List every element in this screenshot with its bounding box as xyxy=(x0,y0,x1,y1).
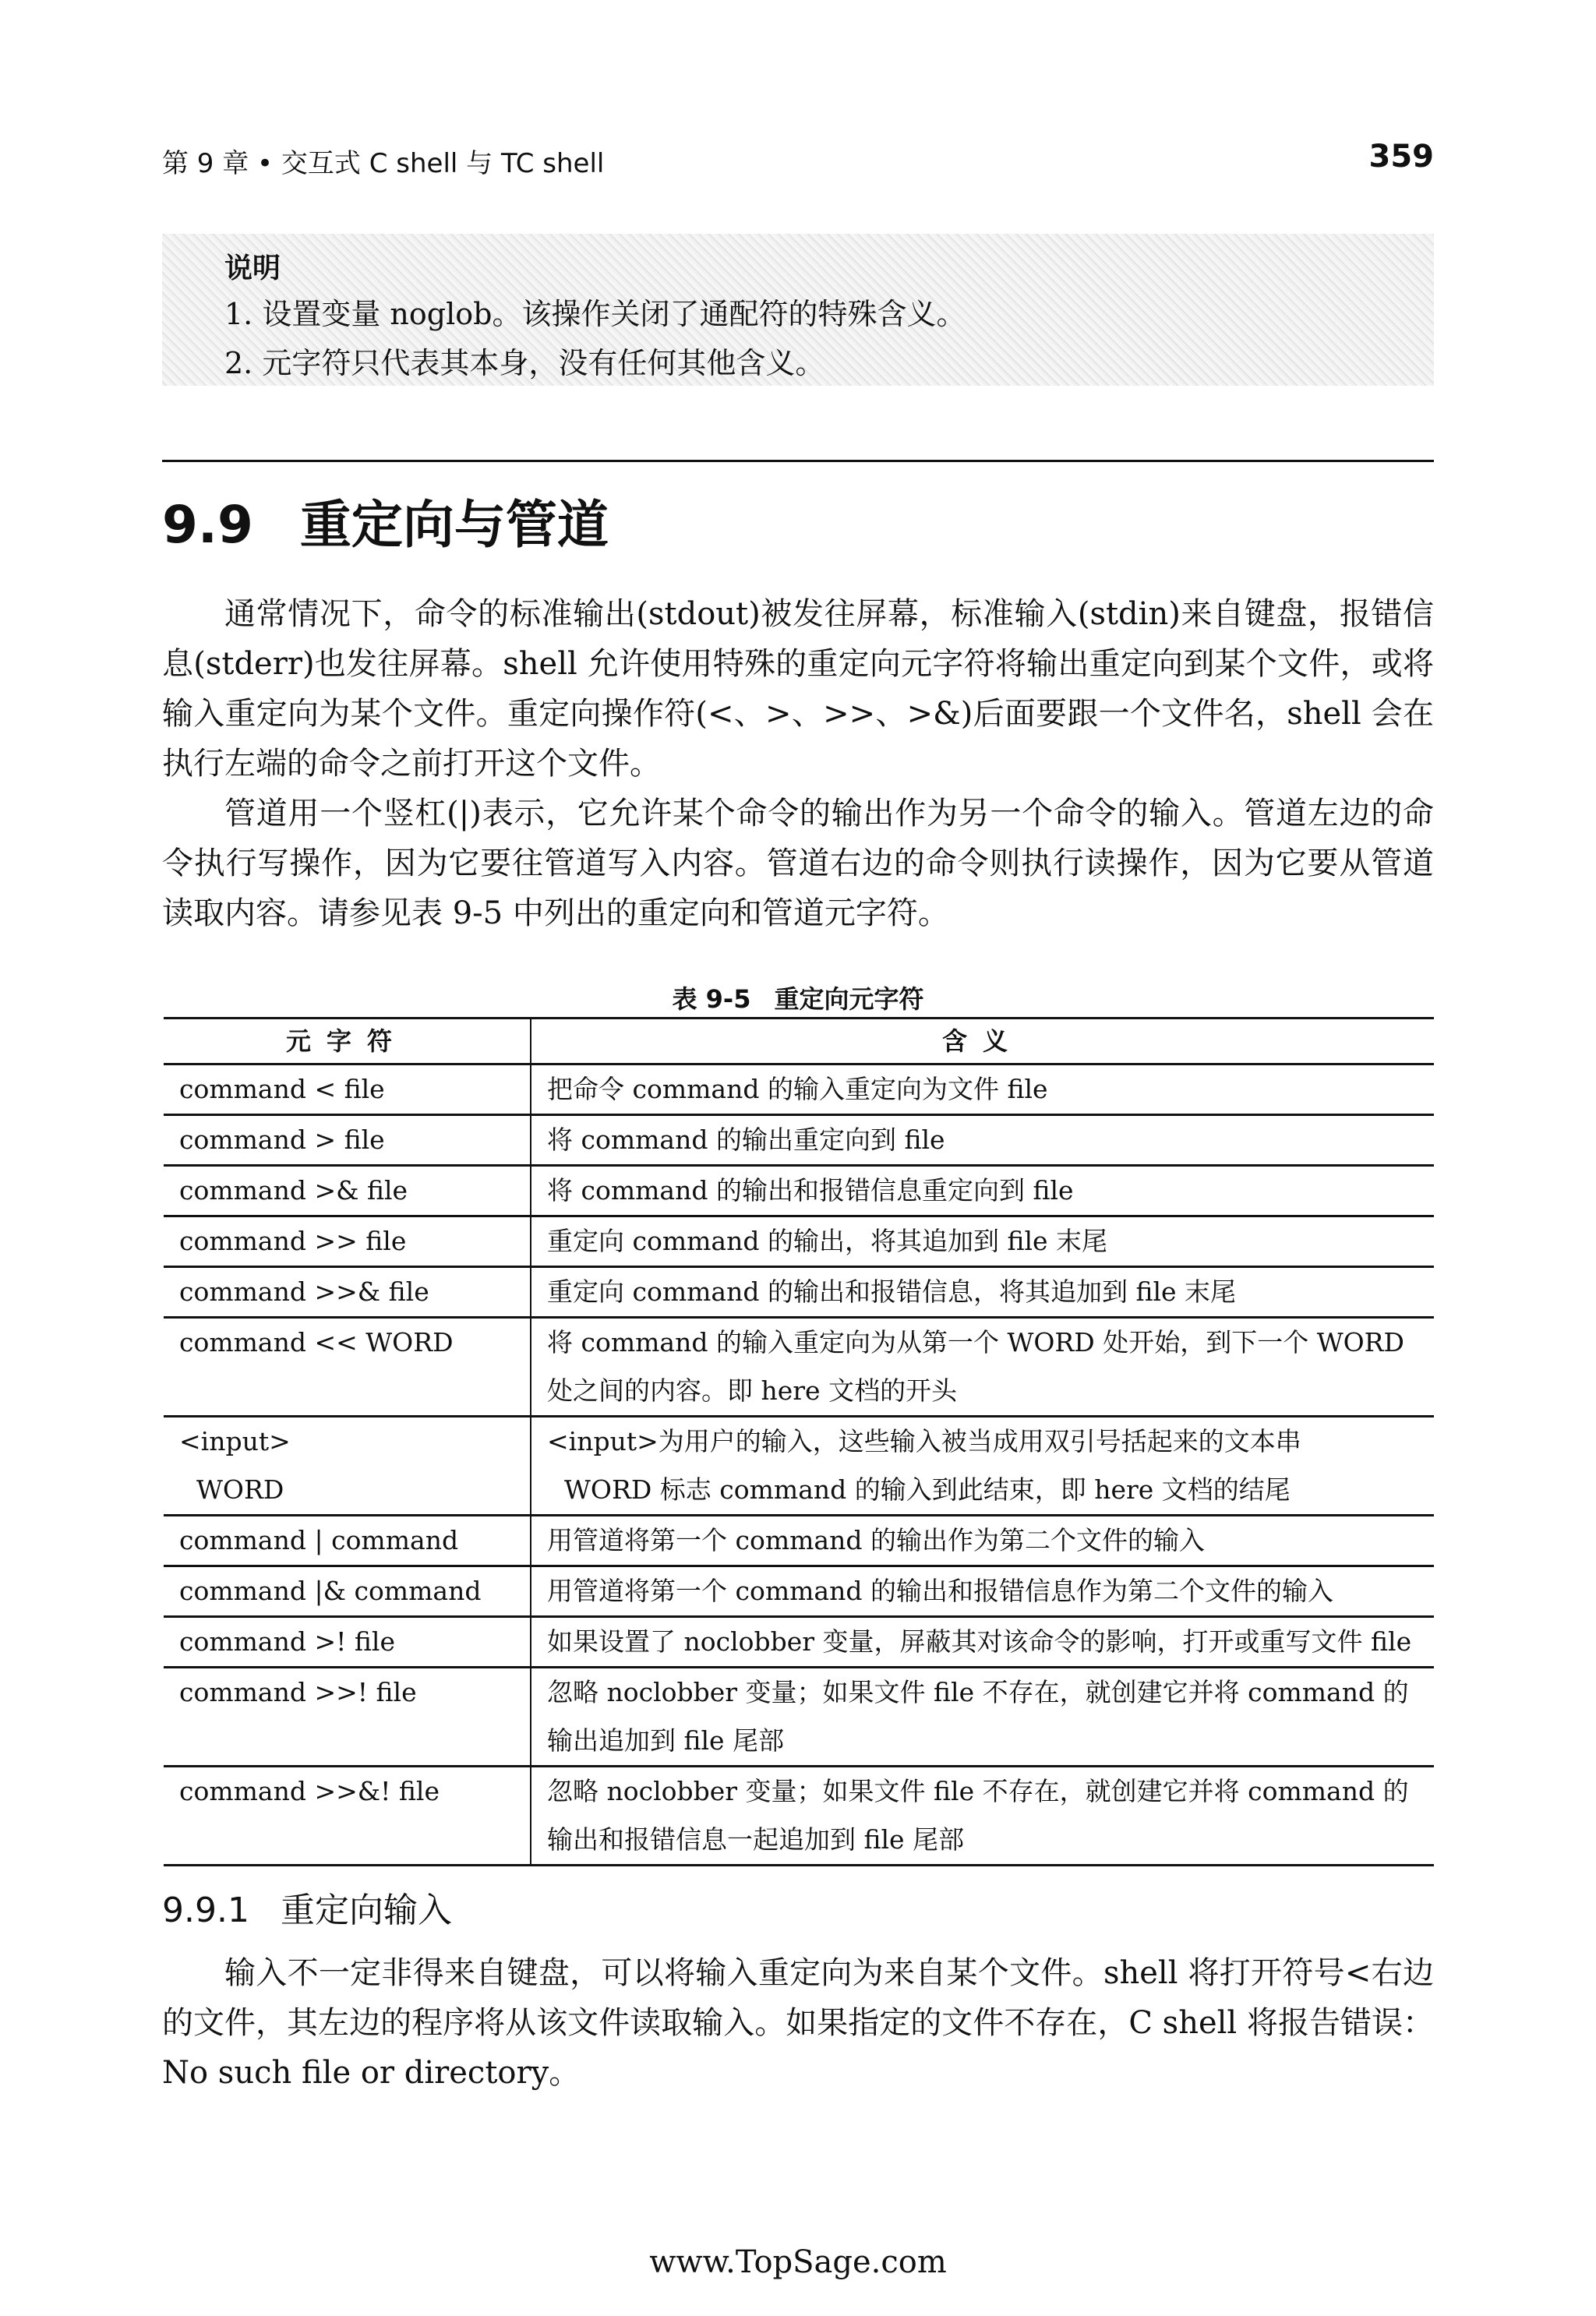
metachar-cell: command > file xyxy=(164,1115,531,1166)
note-title: 说明 xyxy=(224,252,281,284)
running-head xyxy=(162,139,1434,181)
body-paragraph: 输入不一定非得来自键盘，可以将输入重定向为来自某个文件。shell 将打开符号<右边的文件，其左边的程序将从该文件读取输入。如果指定的文件不存在，C shell 将报告错误：No such file or directory。 xyxy=(162,1955,1434,2091)
subsection-number: 9.9.1 xyxy=(162,1891,249,1930)
table-caption-title: 重定向元字符 xyxy=(774,984,924,1014)
meaning-line: WORD 标志 command 的输入到此结束，即 here 文档的结尾 xyxy=(564,1474,1291,1505)
metachar-cell xyxy=(164,1417,531,1516)
column-header-meaning: 含义 xyxy=(941,1026,1023,1056)
meaning-cell: 如果设置了 noclobber 变量，屏蔽其对该命令的影响，打开或重写文件 file xyxy=(547,1626,1412,1657)
meaning-cell: 忽略 noclobber 变量；如果文件 file 不存在，就创建它并将 command 的输出追加到 file 尾部 xyxy=(547,1677,1409,1756)
subsection-title: 重定向输入 xyxy=(280,1891,452,1930)
meaning-cell: 用管道将第一个 command 的输出作为第二个文件的输入 xyxy=(547,1525,1205,1555)
metacharacter-table xyxy=(164,1017,1434,1866)
note-line: 1. 设置变量 noglob。该操作关闭了通配符的特殊含义。 xyxy=(224,297,966,331)
table-row xyxy=(164,1166,1434,1216)
table-row xyxy=(164,1216,1434,1267)
meaning-cell: 忽略 noclobber 变量；如果文件 file 不存在，就创建它并将 command 的输出和报错信息一起追加到 file 尾部 xyxy=(547,1776,1409,1855)
metachar-cell: command >> file xyxy=(164,1216,531,1267)
table-row xyxy=(164,1516,1434,1566)
table-row xyxy=(164,1318,1434,1417)
meaning-cell: 重定向 command 的输出和报错信息，将其追加到 file 末尾 xyxy=(547,1276,1237,1307)
page-number: 359 xyxy=(1368,139,1434,175)
chapter-title: 第 9 章 • 交互式 C shell 与 TC shell xyxy=(162,148,605,179)
body-paragraph: 管道用一个竖杠(|)表示，它允许某个命令的输出作为另一个命令的输入。管道左边的命令执行写操作，因为它要往管道写入内容。管道右边的命令则执行读操作，因为它要从管道读取内容。请参见表 9-5 中列出的重定向和管道元字符。 xyxy=(162,796,1434,931)
metachar-cell: command < file xyxy=(164,1064,531,1115)
metachar-cell: command |& command xyxy=(164,1566,531,1617)
metachar-cell: command << WORD xyxy=(164,1318,531,1417)
table-row xyxy=(164,1668,1434,1767)
table-header-row xyxy=(164,1019,1434,1064)
body-paragraph: 通常情况下，命令的标准输出(stdout)被发往屏幕，标准输入(stdin)来自键盘，报错信息(stderr)也发往屏幕。shell 允许使用特殊的重定向元字符将输出重定向到某个文件，或将输入重定向为某个文件。重定向操作符(<、>、>>、>&)后面要跟一个文件名，shell 会在执行左端的命令之前打开这个文件。 xyxy=(162,596,1434,782)
section-heading xyxy=(162,483,609,557)
meaning-cell: 把命令 command 的输入重定向为文件 file xyxy=(547,1074,1048,1104)
note-line: 2. 元字符只代表其本身，没有任何其他含义。 xyxy=(224,346,825,380)
metachar-cell: command >! file xyxy=(164,1617,531,1668)
table-row xyxy=(164,1617,1434,1668)
metachar-line: <input> xyxy=(179,1426,291,1456)
meaning-cell: 将 command 的输出重定向到 file xyxy=(547,1124,945,1155)
metachar-line: WORD xyxy=(196,1474,284,1505)
table-row xyxy=(164,1417,1434,1516)
table-row xyxy=(164,1566,1434,1617)
column-header-metacharacter: 元字符 xyxy=(164,1019,531,1064)
table-caption xyxy=(0,980,1596,1015)
table-caption-label: 表 9-5 xyxy=(672,984,751,1014)
metachar-cell: command | command xyxy=(164,1516,531,1566)
table-row xyxy=(164,1115,1434,1166)
meaning-line: <input>为用户的输入，这些输入被当成用双引号括起来的文本串 xyxy=(547,1426,1301,1456)
meaning-cell: 将 command 的输出和报错信息重定向到 file xyxy=(547,1175,1074,1206)
table-row xyxy=(164,1767,1434,1866)
metachar-cell: command >& file xyxy=(164,1166,531,1216)
meaning-cell: 将 command 的输入重定向为从第一个 WORD 处开始，到下一个 WORD 处之间的内容。即 here 文档的开头 xyxy=(547,1327,1404,1406)
section-divider xyxy=(162,460,1434,462)
metachar-cell: command >>! file xyxy=(164,1668,531,1767)
metachar-cell: command >>&! file xyxy=(164,1767,531,1866)
meaning-cell: 用管道将第一个 command 的输出和报错信息作为第二个文件的输入 xyxy=(547,1576,1333,1606)
section-number: 9.9 xyxy=(162,495,253,555)
section-title: 重定向与管道 xyxy=(299,495,609,555)
metachar-cell: command >>& file xyxy=(164,1267,531,1318)
meaning-cell: 重定向 command 的输出，将其追加到 file 末尾 xyxy=(547,1226,1108,1256)
meaning-cell xyxy=(531,1417,1434,1516)
subsection-heading xyxy=(162,1882,452,1932)
footer-url: www.TopSage.com xyxy=(649,2244,947,2280)
note-box xyxy=(162,234,1434,386)
table-row xyxy=(164,1064,1434,1115)
table-row xyxy=(164,1267,1434,1318)
